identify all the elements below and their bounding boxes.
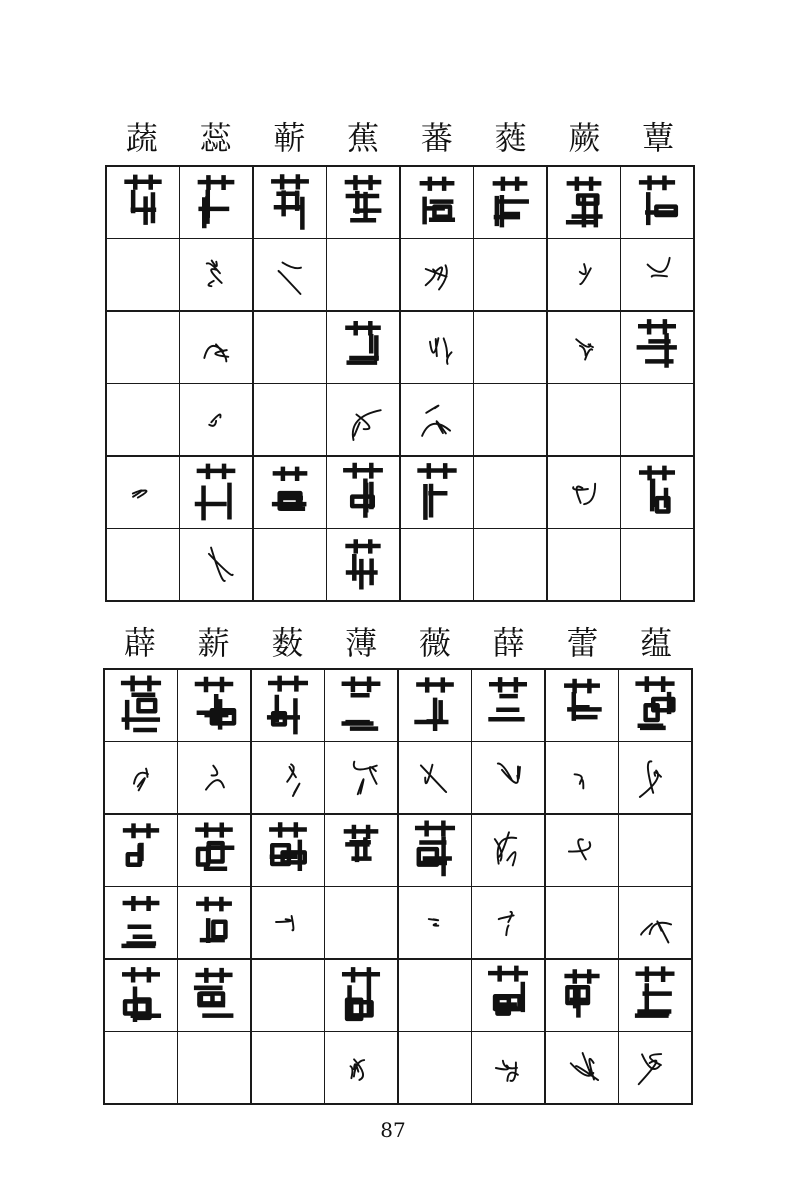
ancient-form-glyph	[557, 172, 611, 232]
ancient-form-glyph	[116, 172, 170, 232]
form-cell	[105, 960, 177, 1031]
ancient-form-glyph	[336, 172, 390, 232]
glyph-strokes	[207, 260, 222, 286]
empty-form-cell	[621, 529, 693, 600]
headword: 蕾	[566, 624, 599, 662]
glyph-strokes	[345, 969, 379, 1019]
empty-form-cell	[327, 239, 399, 310]
form-cell	[254, 457, 326, 528]
ancient-form-glyph	[336, 390, 390, 450]
glyph-strokes	[416, 680, 451, 729]
ancient-form-glyph	[410, 462, 464, 522]
form-cell	[327, 384, 399, 455]
form-cell	[548, 457, 620, 528]
ancient-form-glyph	[189, 390, 243, 450]
headword: 蕨	[568, 119, 601, 157]
glyph-strokes	[287, 764, 299, 796]
ancient-form-glyph	[408, 893, 462, 953]
form-cell	[399, 815, 471, 886]
glyph-strokes	[421, 765, 446, 792]
form-cell	[254, 167, 326, 238]
glyph-strokes	[640, 761, 661, 797]
glyph-strokes	[576, 340, 593, 360]
glyph-strokes	[346, 827, 376, 860]
empty-form-cell	[107, 312, 179, 383]
ancient-form-glyph	[555, 675, 609, 735]
form-cell	[546, 960, 618, 1031]
form-cell	[252, 815, 324, 886]
ancient-form-glyph	[116, 462, 170, 522]
glyph-strokes	[566, 972, 597, 1016]
empty-form-cell	[474, 457, 546, 528]
form-cell	[180, 167, 252, 238]
ancient-form-glyph	[555, 820, 609, 880]
form-cell	[472, 1032, 544, 1103]
glyph-strokes	[353, 410, 381, 440]
empty-form-cell	[254, 312, 326, 383]
glyph-strokes	[278, 262, 300, 293]
form-cell	[327, 457, 399, 528]
ancient-form-glyph	[189, 317, 243, 377]
form-cell	[325, 742, 397, 813]
glyph-strokes	[133, 491, 147, 498]
glyph-strokes	[127, 177, 160, 223]
glyph-strokes	[568, 179, 600, 225]
ancient-form-glyph	[481, 820, 535, 880]
form-cell	[178, 960, 250, 1031]
form-cell	[474, 167, 546, 238]
glyph-strokes	[499, 912, 514, 935]
form-cell	[621, 457, 693, 528]
form-cell	[178, 815, 250, 886]
form-cell	[472, 670, 544, 741]
ancient-form-glyph	[481, 675, 535, 735]
headword: 蔬	[125, 119, 158, 157]
ancient-form-glyph	[628, 1038, 682, 1098]
glyph-strokes	[124, 970, 159, 1020]
empty-form-cell	[474, 384, 546, 455]
empty-form-cell	[107, 239, 179, 310]
glyph-strokes	[498, 763, 520, 782]
ancient-form-glyph	[263, 245, 317, 305]
form-cell	[325, 670, 397, 741]
glyph-strokes	[199, 899, 230, 941]
empty-form-cell	[401, 529, 473, 600]
glyph-strokes	[123, 678, 159, 730]
glyph-strokes	[346, 465, 381, 515]
ancient-form-glyph	[334, 1038, 388, 1098]
page-number: 87	[380, 1118, 406, 1142]
headword: 薪	[197, 624, 230, 662]
ancient-form-glyph	[481, 893, 535, 953]
glyph-strokes	[419, 465, 454, 517]
ancient-form-glyph	[263, 172, 317, 232]
headword: 蕊	[199, 119, 232, 157]
headword-row-1	[105, 117, 695, 159]
ancient-form-glyph	[263, 462, 317, 522]
form-cell	[548, 312, 620, 383]
ancient-form-glyph	[189, 462, 243, 522]
form-cell	[105, 742, 177, 813]
ancient-form-glyph	[557, 462, 611, 522]
headword: 薮	[271, 624, 304, 662]
headword: 蕃	[420, 119, 453, 157]
empty-form-cell	[399, 960, 471, 1031]
glyph-strokes	[566, 681, 599, 719]
ancient-form-glyph	[628, 965, 682, 1025]
script-forms-table-2	[103, 668, 693, 1105]
glyph-strokes	[574, 774, 583, 788]
glyph-strokes	[200, 178, 232, 227]
glyph-strokes	[495, 179, 527, 225]
form-cell	[472, 960, 544, 1031]
empty-form-cell	[474, 312, 546, 383]
ancient-form-glyph	[555, 1038, 609, 1098]
script-forms-table-1	[105, 165, 695, 602]
headword: 蕴	[640, 624, 673, 662]
form-cell	[180, 312, 252, 383]
glyph-strokes	[205, 345, 229, 362]
ancient-form-glyph	[334, 675, 388, 735]
glyph-strokes	[579, 264, 590, 284]
form-cell	[546, 815, 618, 886]
ancient-form-glyph	[628, 893, 682, 953]
form-cell	[178, 670, 250, 741]
form-cell	[619, 887, 691, 958]
glyph-strokes	[348, 324, 379, 363]
form-cell	[105, 815, 177, 886]
glyph-strokes	[354, 762, 377, 795]
form-cell	[621, 167, 693, 238]
glyph-strokes	[430, 338, 452, 364]
form-cell	[327, 529, 399, 600]
empty-form-cell	[474, 239, 546, 310]
glyph-strokes	[429, 919, 439, 926]
glyph-strokes	[271, 825, 304, 869]
form-cell	[327, 312, 399, 383]
glyph-strokes	[570, 1053, 597, 1080]
headword-row-2	[103, 622, 693, 664]
glyph-strokes	[274, 469, 305, 509]
form-cell	[619, 742, 691, 813]
ancient-form-glyph	[628, 748, 682, 808]
glyph-strokes	[573, 484, 595, 505]
empty-form-cell	[621, 384, 693, 455]
form-cell	[105, 887, 177, 958]
ancient-form-glyph	[481, 965, 535, 1025]
glyph-strokes	[641, 468, 673, 512]
headword: 薛	[492, 624, 525, 662]
ancient-form-glyph	[408, 748, 462, 808]
glyph-strokes	[490, 968, 525, 1014]
glyph-strokes	[276, 916, 293, 930]
ancient-form-glyph	[483, 172, 537, 232]
form-cell	[180, 384, 252, 455]
form-cell	[401, 239, 473, 310]
glyph-strokes	[273, 177, 306, 228]
form-cell	[254, 239, 326, 310]
ancient-form-glyph	[334, 820, 388, 880]
ancient-form-glyph	[557, 245, 611, 305]
glyph-strokes	[198, 825, 233, 869]
form-cell	[546, 1032, 618, 1103]
glyph-strokes	[495, 833, 516, 866]
headword: 蕲	[273, 119, 306, 157]
ancient-form-glyph	[481, 748, 535, 808]
glyph-strokes	[638, 679, 674, 728]
ancient-form-glyph	[189, 535, 243, 595]
form-cell	[472, 815, 544, 886]
glyph-strokes	[425, 265, 446, 289]
headword: 蕈	[642, 119, 675, 157]
form-cell	[472, 742, 544, 813]
empty-form-cell	[254, 384, 326, 455]
ancient-form-glyph	[336, 535, 390, 595]
ancient-form-glyph	[336, 462, 390, 522]
glyph-strokes	[637, 969, 672, 1016]
form-cell	[107, 167, 179, 238]
ancient-form-glyph	[189, 245, 243, 305]
headword: 蕤	[494, 119, 527, 157]
form-cell	[325, 815, 397, 886]
ancient-form-glyph	[261, 820, 315, 880]
ancient-form-glyph	[408, 820, 462, 880]
glyph-strokes	[648, 258, 670, 277]
ancient-form-glyph	[261, 675, 315, 735]
ancient-form-glyph	[628, 675, 682, 735]
ancient-form-glyph	[410, 245, 464, 305]
form-cell	[399, 887, 471, 958]
ancient-form-glyph	[114, 965, 168, 1025]
empty-form-cell	[546, 887, 618, 958]
ancient-form-glyph	[630, 172, 684, 232]
ancient-form-glyph	[187, 965, 241, 1025]
form-cell	[621, 312, 693, 383]
ancient-form-glyph	[557, 317, 611, 377]
form-cell	[252, 887, 324, 958]
ancient-form-glyph	[410, 317, 464, 377]
headword: 薇	[418, 624, 451, 662]
ancient-form-glyph	[187, 893, 241, 953]
form-cell	[621, 239, 693, 310]
form-cell	[548, 167, 620, 238]
form-cell	[178, 742, 250, 813]
form-cell	[325, 1032, 397, 1103]
glyph-strokes	[641, 921, 671, 942]
empty-form-cell	[325, 887, 397, 958]
ancient-form-glyph	[555, 965, 609, 1025]
empty-form-cell	[105, 1032, 177, 1103]
ancient-form-glyph	[410, 172, 464, 232]
ancient-form-glyph	[630, 245, 684, 305]
ancient-form-glyph	[114, 675, 168, 735]
glyph-strokes	[206, 765, 224, 789]
empty-form-cell	[107, 529, 179, 600]
form-cell	[180, 529, 252, 600]
ancient-form-glyph	[261, 748, 315, 808]
ancient-form-glyph	[334, 748, 388, 808]
form-cell	[107, 457, 179, 528]
empty-form-cell	[252, 960, 324, 1031]
glyph-strokes	[422, 179, 453, 222]
form-cell	[401, 457, 473, 528]
ancient-form-glyph	[408, 675, 462, 735]
glyph-strokes	[422, 405, 450, 435]
ancient-form-glyph	[630, 317, 684, 377]
glyph-strokes	[124, 898, 157, 946]
empty-form-cell	[619, 815, 691, 886]
form-cell	[252, 670, 324, 741]
form-cell	[252, 742, 324, 813]
glyph-strokes	[639, 1054, 661, 1084]
ancient-form-glyph	[334, 965, 388, 1025]
glyph-strokes	[344, 679, 378, 729]
ancient-form-glyph	[410, 390, 464, 450]
empty-form-cell	[548, 384, 620, 455]
form-cell	[619, 670, 691, 741]
form-cell	[472, 887, 544, 958]
ancient-form-glyph	[336, 317, 390, 377]
glyph-strokes	[496, 1060, 518, 1080]
glyph-strokes	[347, 178, 379, 221]
ancient-form-glyph	[261, 893, 315, 953]
form-cell	[178, 887, 250, 958]
form-cell	[546, 742, 618, 813]
glyph-strokes	[197, 679, 234, 727]
form-cell	[619, 960, 691, 1031]
form-cell	[327, 167, 399, 238]
empty-form-cell	[399, 1032, 471, 1103]
glyph-strokes	[269, 678, 306, 732]
form-cell	[325, 960, 397, 1031]
empty-form-cell	[548, 529, 620, 600]
glyph-strokes	[351, 1059, 365, 1080]
glyph-strokes	[491, 680, 525, 720]
glyph-strokes	[568, 840, 589, 860]
ancient-form-glyph	[114, 748, 168, 808]
empty-form-cell	[252, 1032, 324, 1103]
glyph-strokes	[639, 322, 675, 366]
ancient-form-glyph	[187, 748, 241, 808]
ancient-form-glyph	[481, 1038, 535, 1098]
form-cell	[401, 312, 473, 383]
glyph-strokes	[125, 826, 157, 865]
glyph-strokes	[197, 466, 233, 518]
form-cell	[401, 384, 473, 455]
glyph-strokes	[197, 970, 232, 1016]
ancient-form-glyph	[114, 893, 168, 953]
form-cell	[180, 457, 252, 528]
ancient-form-glyph	[189, 172, 243, 232]
form-cell	[619, 1032, 691, 1103]
ancient-form-glyph	[187, 675, 241, 735]
form-cell	[399, 670, 471, 741]
empty-form-cell	[474, 529, 546, 600]
headword: 薜	[123, 624, 156, 662]
glyph-strokes	[210, 414, 221, 425]
glyph-strokes	[134, 769, 148, 791]
glyph-strokes	[641, 178, 676, 223]
glyph-strokes	[348, 541, 379, 587]
glyph-strokes	[417, 823, 453, 874]
form-cell	[548, 239, 620, 310]
form-cell	[180, 239, 252, 310]
headword: 薄	[345, 624, 378, 662]
ancient-form-glyph	[114, 820, 168, 880]
glyph-strokes	[209, 547, 233, 580]
ancient-form-glyph	[630, 462, 684, 522]
headword: 蕉	[347, 119, 380, 157]
empty-form-cell	[178, 1032, 250, 1103]
empty-form-cell	[254, 529, 326, 600]
form-cell	[399, 742, 471, 813]
ancient-form-glyph	[187, 820, 241, 880]
form-cell	[401, 167, 473, 238]
ancient-form-glyph	[555, 748, 609, 808]
empty-form-cell	[107, 384, 179, 455]
form-cell	[105, 670, 177, 741]
form-cell	[546, 670, 618, 741]
